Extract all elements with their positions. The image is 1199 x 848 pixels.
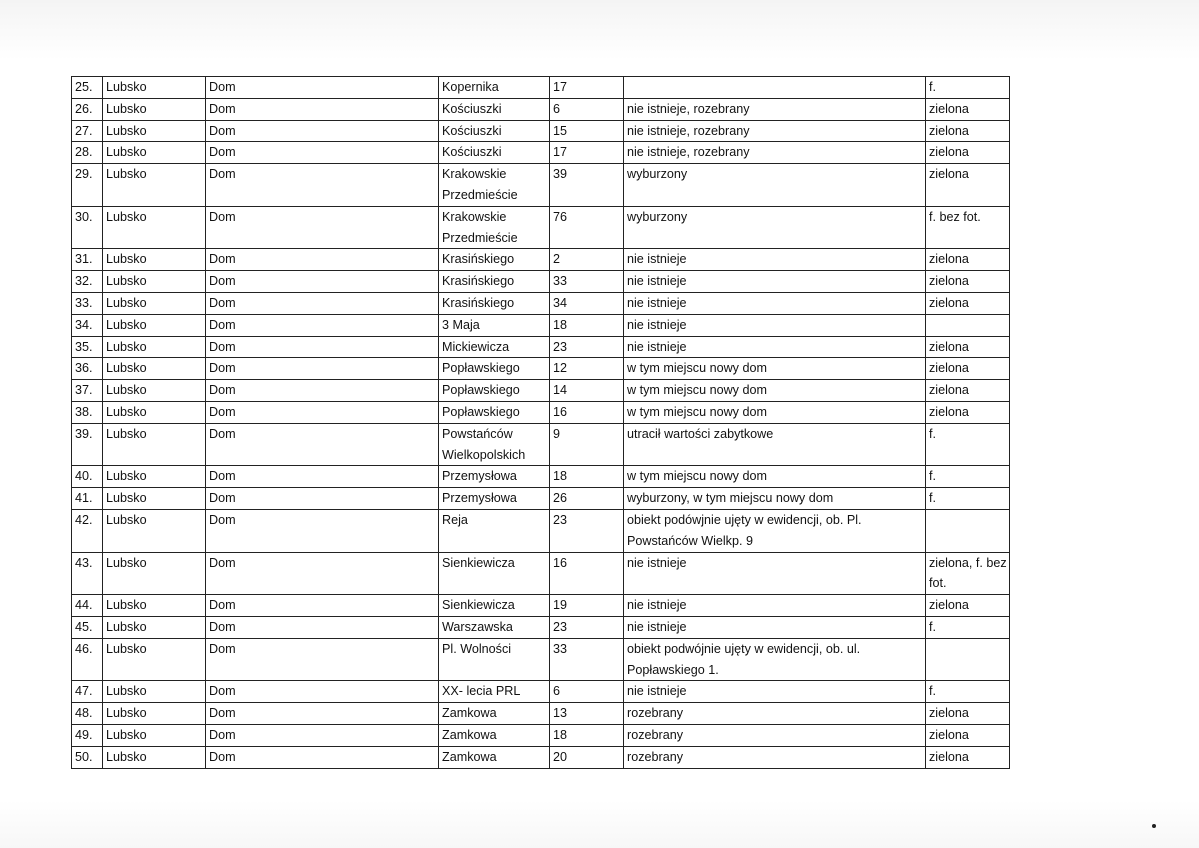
object-type-cell: Dom <box>206 206 439 249</box>
note-cell: f. <box>926 488 1010 510</box>
object-type-cell: Dom <box>206 466 439 488</box>
note-cell: zielona <box>926 380 1010 402</box>
house-number-cell: 76 <box>550 206 624 249</box>
city-cell: Lubsko <box>103 488 206 510</box>
status-cell: w tym miejscu nowy dom <box>624 466 926 488</box>
house-number-cell: 33 <box>550 271 624 293</box>
street-cell: Zamkowa <box>439 746 550 768</box>
row-number-cell: 32. <box>72 271 103 293</box>
city-cell: Lubsko <box>103 746 206 768</box>
table-row <box>72 681 1010 703</box>
object-type-cell: Dom <box>206 120 439 142</box>
house-number-cell: 33 <box>550 638 624 681</box>
note-cell: zielona <box>926 336 1010 358</box>
table-row <box>72 98 1010 120</box>
table-row <box>72 120 1010 142</box>
city-cell: Lubsko <box>103 358 206 380</box>
street-cell: Mickiewicza <box>439 336 550 358</box>
city-cell: Lubsko <box>103 380 206 402</box>
note-cell: zielona <box>926 98 1010 120</box>
house-number-cell: 23 <box>550 509 624 552</box>
note-cell: f. <box>926 681 1010 703</box>
street-cell: Kopernika <box>439 77 550 99</box>
street-cell: Przemysłowa <box>439 488 550 510</box>
object-type-cell: Dom <box>206 638 439 681</box>
object-type-cell: Dom <box>206 249 439 271</box>
street-cell: Popławskiego <box>439 380 550 402</box>
house-number-cell: 13 <box>550 703 624 725</box>
row-number-cell: 45. <box>72 616 103 638</box>
status-cell: w tym miejscu nowy dom <box>624 380 926 402</box>
city-cell: Lubsko <box>103 77 206 99</box>
status-cell: rozebrany <box>624 703 926 725</box>
object-type-cell: Dom <box>206 746 439 768</box>
scan-speck <box>1152 824 1156 828</box>
object-type-cell: Dom <box>206 401 439 423</box>
house-number-cell: 14 <box>550 380 624 402</box>
house-number-cell: 6 <box>550 98 624 120</box>
street-cell: Krasińskiego <box>439 292 550 314</box>
house-number-cell: 20 <box>550 746 624 768</box>
note-cell <box>926 638 1010 681</box>
house-number-cell: 2 <box>550 249 624 271</box>
object-type-cell: Dom <box>206 724 439 746</box>
city-cell: Lubsko <box>103 703 206 725</box>
city-cell: Lubsko <box>103 401 206 423</box>
row-number-cell: 49. <box>72 724 103 746</box>
street-cell: 3 Maja <box>439 314 550 336</box>
street-cell: Kościuszki <box>439 98 550 120</box>
row-number-cell: 30. <box>72 206 103 249</box>
row-number-cell: 44. <box>72 595 103 617</box>
status-cell: nie istnieje <box>624 314 926 336</box>
status-cell: wyburzony <box>624 206 926 249</box>
table-row <box>72 488 1010 510</box>
note-cell: zielona, f. bez fot. <box>926 552 1010 595</box>
house-number-cell: 17 <box>550 77 624 99</box>
street-cell: Krasińskiego <box>439 249 550 271</box>
table-row <box>72 638 1010 681</box>
table-row <box>72 401 1010 423</box>
city-cell: Lubsko <box>103 164 206 207</box>
house-number-cell: 39 <box>550 164 624 207</box>
row-number-cell: 35. <box>72 336 103 358</box>
street-cell: Popławskiego <box>439 401 550 423</box>
note-cell: zielona <box>926 271 1010 293</box>
object-type-cell: Dom <box>206 703 439 725</box>
house-number-cell: 23 <box>550 336 624 358</box>
row-number-cell: 37. <box>72 380 103 402</box>
note-cell: f. <box>926 77 1010 99</box>
row-number-cell: 47. <box>72 681 103 703</box>
object-type-cell: Dom <box>206 292 439 314</box>
object-type-cell: Dom <box>206 336 439 358</box>
note-cell: f. <box>926 616 1010 638</box>
object-type-cell: Dom <box>206 616 439 638</box>
house-number-cell: 19 <box>550 595 624 617</box>
table-row <box>72 380 1010 402</box>
table-row <box>72 164 1010 207</box>
table-row <box>72 595 1010 617</box>
house-number-cell: 17 <box>550 142 624 164</box>
object-type-cell: Dom <box>206 98 439 120</box>
house-number-cell: 9 <box>550 423 624 466</box>
street-cell: Warszawska <box>439 616 550 638</box>
city-cell: Lubsko <box>103 423 206 466</box>
row-number-cell: 50. <box>72 746 103 768</box>
status-cell: nie istnieje, rozebrany <box>624 142 926 164</box>
table-body <box>72 77 1010 769</box>
row-number-cell: 46. <box>72 638 103 681</box>
table-row <box>72 616 1010 638</box>
row-number-cell: 40. <box>72 466 103 488</box>
note-cell <box>926 509 1010 552</box>
row-number-cell: 39. <box>72 423 103 466</box>
house-number-cell: 34 <box>550 292 624 314</box>
row-number-cell: 36. <box>72 358 103 380</box>
note-cell: zielona <box>926 358 1010 380</box>
status-cell: nie istnieje, rozebrany <box>624 120 926 142</box>
street-cell: Popławskiego <box>439 358 550 380</box>
city-cell: Lubsko <box>103 206 206 249</box>
street-cell: Kościuszki <box>439 120 550 142</box>
house-number-cell: 16 <box>550 401 624 423</box>
row-number-cell: 48. <box>72 703 103 725</box>
row-number-cell: 33. <box>72 292 103 314</box>
monument-register-table <box>71 76 1010 769</box>
note-cell: zielona <box>926 724 1010 746</box>
street-cell: Pl. Wolności <box>439 638 550 681</box>
note-cell: zielona <box>926 703 1010 725</box>
city-cell: Lubsko <box>103 638 206 681</box>
object-type-cell: Dom <box>206 164 439 207</box>
street-cell: Reja <box>439 509 550 552</box>
status-cell: rozebrany <box>624 746 926 768</box>
house-number-cell: 12 <box>550 358 624 380</box>
city-cell: Lubsko <box>103 595 206 617</box>
status-cell: nie istnieje <box>624 681 926 703</box>
table-row <box>72 724 1010 746</box>
table-row <box>72 466 1010 488</box>
table-row <box>72 552 1010 595</box>
note-cell: zielona <box>926 120 1010 142</box>
object-type-cell: Dom <box>206 358 439 380</box>
street-cell: Powstańców Wielkopolskich <box>439 423 550 466</box>
table-row <box>72 77 1010 99</box>
house-number-cell: 18 <box>550 314 624 336</box>
note-cell: f. <box>926 423 1010 466</box>
city-cell: Lubsko <box>103 120 206 142</box>
status-cell: nie istnieje <box>624 616 926 638</box>
object-type-cell: Dom <box>206 509 439 552</box>
street-cell: Krasińskiego <box>439 271 550 293</box>
object-type-cell: Dom <box>206 681 439 703</box>
city-cell: Lubsko <box>103 142 206 164</box>
status-cell: nie istnieje <box>624 292 926 314</box>
note-cell: zielona <box>926 292 1010 314</box>
table-row <box>72 206 1010 249</box>
note-cell: zielona <box>926 746 1010 768</box>
house-number-cell: 26 <box>550 488 624 510</box>
note-cell: f. <box>926 466 1010 488</box>
house-number-cell: 15 <box>550 120 624 142</box>
row-number-cell: 31. <box>72 249 103 271</box>
city-cell: Lubsko <box>103 616 206 638</box>
table-row <box>72 249 1010 271</box>
street-cell: Kościuszki <box>439 142 550 164</box>
object-type-cell: Dom <box>206 314 439 336</box>
street-cell: Krakowskie Przedmieście <box>439 164 550 207</box>
row-number-cell: 43. <box>72 552 103 595</box>
street-cell: Zamkowa <box>439 703 550 725</box>
city-cell: Lubsko <box>103 336 206 358</box>
table-row <box>72 336 1010 358</box>
status-cell: nie istnieje <box>624 271 926 293</box>
table-row <box>72 703 1010 725</box>
city-cell: Lubsko <box>103 681 206 703</box>
object-type-cell: Dom <box>206 271 439 293</box>
row-number-cell: 25. <box>72 77 103 99</box>
status-cell <box>624 77 926 99</box>
city-cell: Lubsko <box>103 509 206 552</box>
row-number-cell: 42. <box>72 509 103 552</box>
street-cell: Sienkiewicza <box>439 595 550 617</box>
note-cell: zielona <box>926 401 1010 423</box>
object-type-cell: Dom <box>206 142 439 164</box>
status-cell: utracił wartości zabytkowe <box>624 423 926 466</box>
table-row <box>72 142 1010 164</box>
status-cell: w tym miejscu nowy dom <box>624 358 926 380</box>
house-number-cell: 18 <box>550 466 624 488</box>
object-type-cell: Dom <box>206 423 439 466</box>
row-number-cell: 34. <box>72 314 103 336</box>
row-number-cell: 26. <box>72 98 103 120</box>
status-cell: nie istnieje <box>624 249 926 271</box>
row-number-cell: 41. <box>72 488 103 510</box>
status-cell: w tym miejscu nowy dom <box>624 401 926 423</box>
note-cell: f. bez fot. <box>926 206 1010 249</box>
note-cell: zielona <box>926 142 1010 164</box>
status-cell: obiekt podówjnie ujęty w ewidencji, ob. Pl. Powstańców Wielkp. 9 <box>624 509 926 552</box>
table-row <box>72 292 1010 314</box>
city-cell: Lubsko <box>103 552 206 595</box>
house-number-cell: 18 <box>550 724 624 746</box>
city-cell: Lubsko <box>103 98 206 120</box>
note-cell <box>926 314 1010 336</box>
street-cell: XX- lecia PRL <box>439 681 550 703</box>
city-cell: Lubsko <box>103 292 206 314</box>
street-cell: Krakowskie Przedmieście <box>439 206 550 249</box>
note-cell: zielona <box>926 595 1010 617</box>
row-number-cell: 27. <box>72 120 103 142</box>
row-number-cell: 28. <box>72 142 103 164</box>
object-type-cell: Dom <box>206 380 439 402</box>
table-row <box>72 746 1010 768</box>
object-type-cell: Dom <box>206 488 439 510</box>
street-cell: Sienkiewicza <box>439 552 550 595</box>
table-row <box>72 271 1010 293</box>
city-cell: Lubsko <box>103 724 206 746</box>
status-cell: nie istnieje <box>624 552 926 595</box>
object-type-cell: Dom <box>206 552 439 595</box>
status-cell: rozebrany <box>624 724 926 746</box>
city-cell: Lubsko <box>103 249 206 271</box>
street-cell: Przemysłowa <box>439 466 550 488</box>
city-cell: Lubsko <box>103 314 206 336</box>
house-number-cell: 16 <box>550 552 624 595</box>
note-cell: zielona <box>926 164 1010 207</box>
house-number-cell: 23 <box>550 616 624 638</box>
status-cell: nie istnieje, rozebrany <box>624 98 926 120</box>
house-number-cell: 6 <box>550 681 624 703</box>
object-type-cell: Dom <box>206 77 439 99</box>
table-row <box>72 509 1010 552</box>
row-number-cell: 38. <box>72 401 103 423</box>
city-cell: Lubsko <box>103 466 206 488</box>
status-cell: wyburzony <box>624 164 926 207</box>
table-row <box>72 423 1010 466</box>
status-cell: obiekt podwójnie ujęty w ewidencji, ob. ul. Popławskiego 1. <box>624 638 926 681</box>
street-cell: Zamkowa <box>439 724 550 746</box>
table-row <box>72 314 1010 336</box>
table-row <box>72 358 1010 380</box>
note-cell: zielona <box>926 249 1010 271</box>
object-type-cell: Dom <box>206 595 439 617</box>
status-cell: nie istnieje <box>624 595 926 617</box>
status-cell: nie istnieje <box>624 336 926 358</box>
status-cell: wyburzony, w tym miejscu nowy dom <box>624 488 926 510</box>
city-cell: Lubsko <box>103 271 206 293</box>
row-number-cell: 29. <box>72 164 103 207</box>
